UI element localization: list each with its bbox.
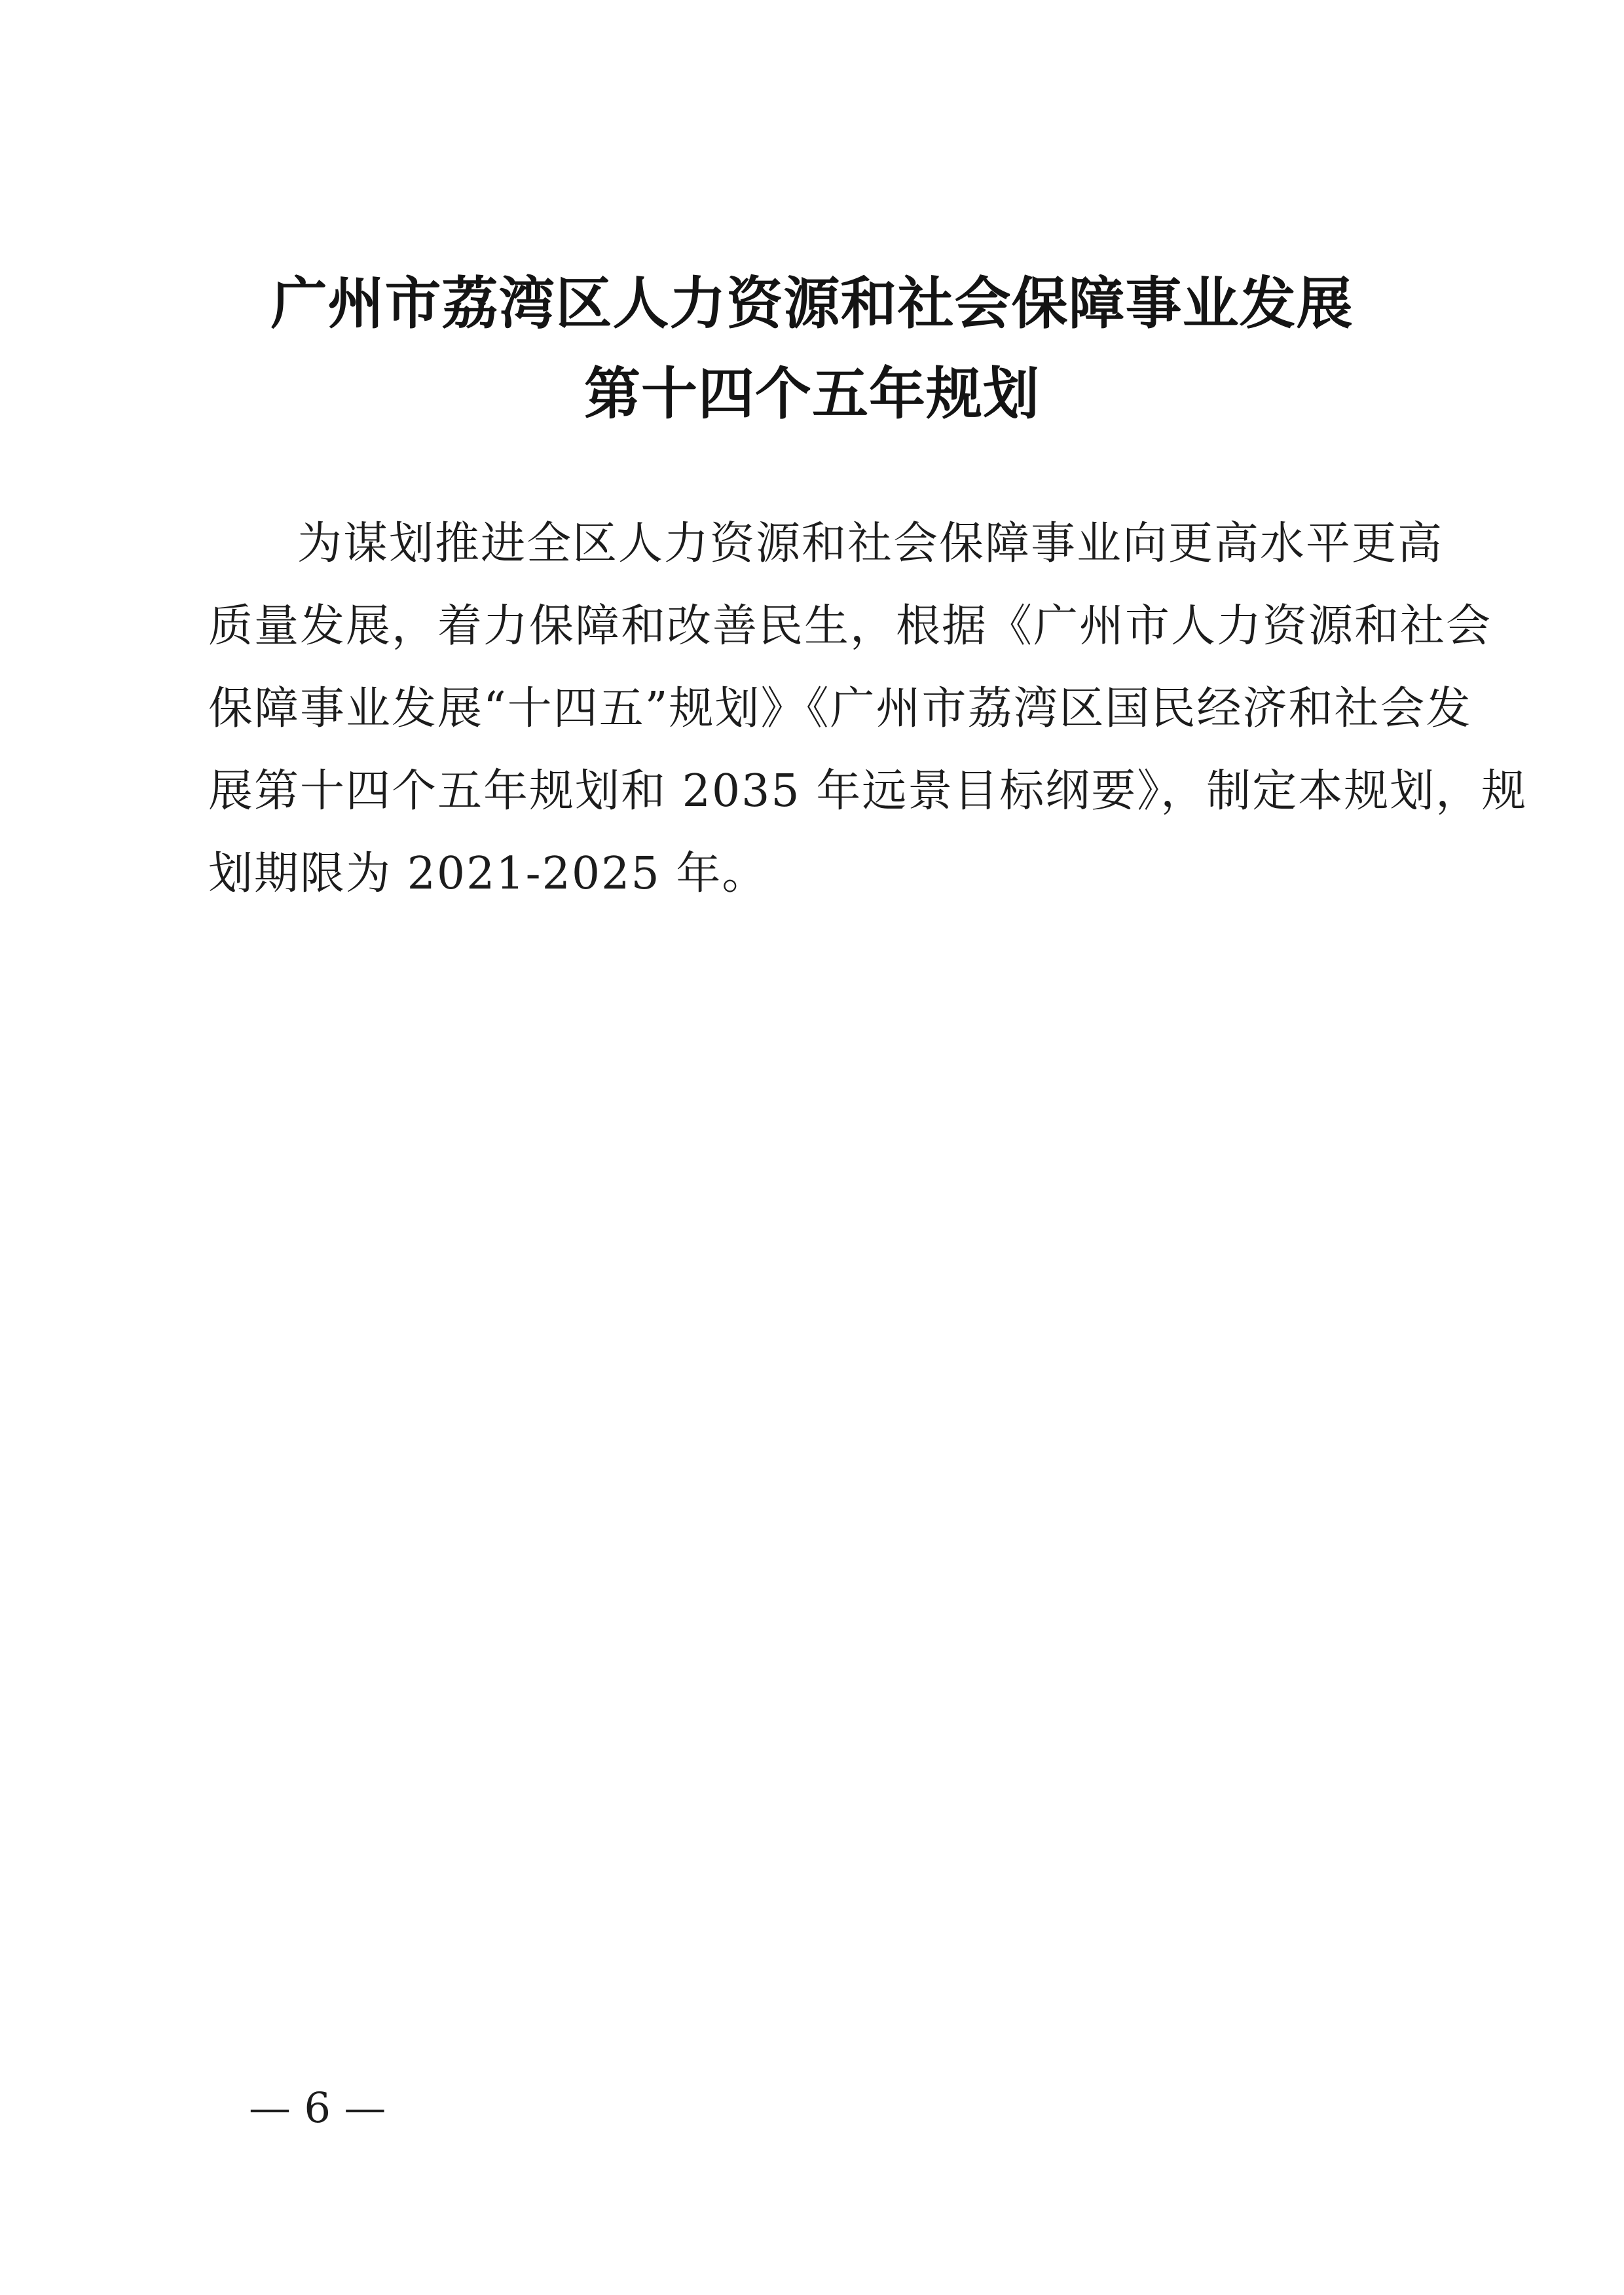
body-paragraph — [208, 503, 1528, 915]
body-line: 展第十四个五年规划和 2035 年远景目标纲要》，制定本规划，规 — [208, 765, 1528, 817]
page-number: — 6 — — [249, 2084, 386, 2133]
title-line-1: 广州市荔湾区人力资源和社会保障事业发展 — [270, 270, 1354, 337]
body-line: 划期限为 2021-2025 年。 — [208, 848, 768, 900]
document-title — [196, 259, 1428, 439]
body-line: 保障事业发展“十四五”规划》《广州市荔湾区国民经济和社会发 — [208, 683, 1472, 735]
body-line: 为谋划推进全区人力资源和社会保障事业向更高水平更高 — [297, 518, 1444, 570]
title-line-2: 第十四个五年规划 — [584, 361, 1040, 427]
body-line: 质量发展，着力保障和改善民生，根据《广州市人力资源和社会 — [208, 600, 1492, 652]
